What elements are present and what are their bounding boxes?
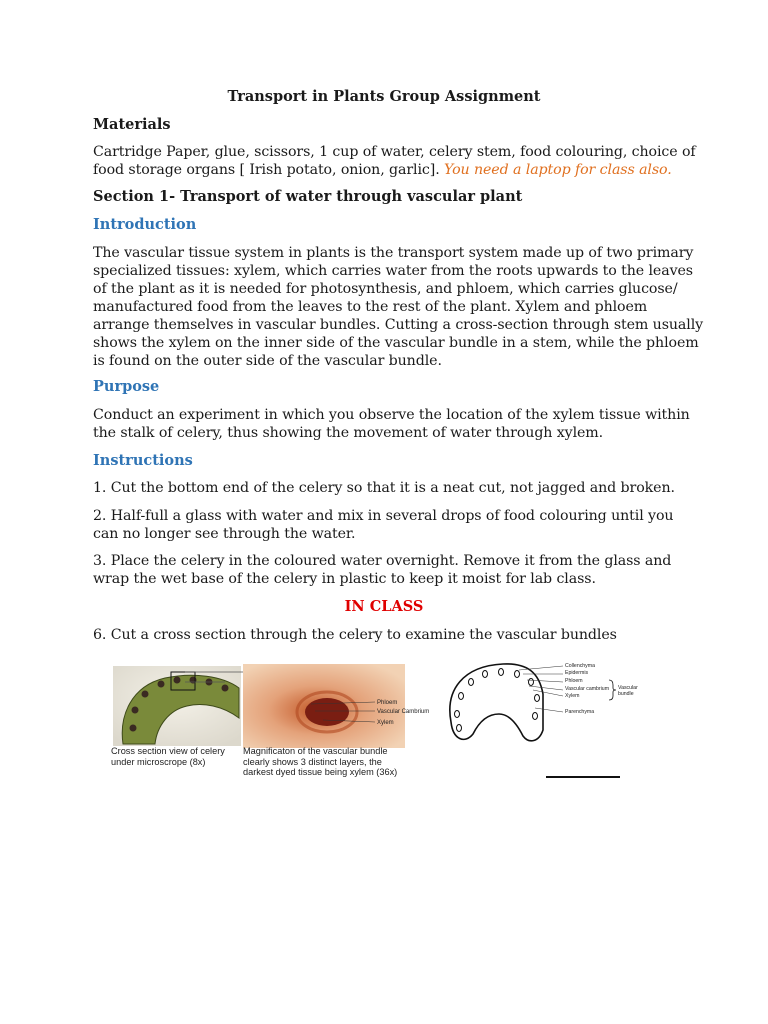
intro-line: is found on the outer side of the vascular bundle. <box>93 353 442 369</box>
page-title: Transport in Plants Group Assignment <box>227 88 541 105</box>
materials-heading: Materials <box>93 116 171 133</box>
label-vascular-bundle-2: bundle <box>618 691 634 697</box>
materials-line-text: food storage organs [ Irish potato, onion, garlic]. <box>93 162 440 178</box>
intro-line: of the plant as it is needed for photosynthesis, and phloem, which carries glucose/ <box>93 281 678 297</box>
celery-figure <box>93 660 638 784</box>
caption-line: Magnificaton of the vascular bundle <box>243 746 388 756</box>
instruction-step-2 <box>93 507 683 543</box>
instruction-step-1 <box>93 479 683 497</box>
instruction-line: wrap the wet base of the celery in plastic to keep it moist for lab class. <box>93 571 596 587</box>
label-phloem-diagram: Phloem <box>565 678 583 684</box>
celery-diagram <box>443 660 638 750</box>
instruction-line: 3. Place the celery in the coloured water overnight. Remove it from the glass and <box>93 553 672 569</box>
label-vascular-cambium-diagram: Vascular cambrium <box>565 686 610 692</box>
label-phloem: Phloem <box>377 700 398 706</box>
purpose-heading: Purpose <box>93 378 160 395</box>
vascular-bundle-photo <box>243 664 430 748</box>
intro-line: arrange themselves in vascular bundles. Cutting a cross-section through stem usually <box>93 317 704 333</box>
section1-heading: Section 1- Transport of water through vascular plant <box>93 188 523 205</box>
purpose-line: the stalk of celery, thus showing the movement of water through xylem. <box>93 425 604 441</box>
intro-line: The vascular tissue system in plants is the transport system made up of two primary <box>93 245 694 261</box>
purpose-paragraph <box>93 406 690 442</box>
caption-magnification <box>243 746 443 778</box>
caption-line: darkest dyed tissue being xylem (36x) <box>243 767 398 777</box>
purpose-line: Conduct an experiment in which you observe the location of the xylem tissue within <box>93 407 690 423</box>
materials-line: Cartridge Paper, glue, scissors, 1 cup of water, celery stem, food colouring, choice of <box>93 144 696 160</box>
intro-line: specialized tissues: xylem, which carries water from the roots upwards to the leaves <box>93 263 693 279</box>
label-xylem: Xylem <box>377 720 394 726</box>
laptop-note: You need a laptop for class also. <box>444 162 672 178</box>
caption-cross-section <box>111 746 241 767</box>
underline-rule <box>546 776 620 778</box>
label-vascular-bundle-1: Vascular <box>618 685 638 691</box>
intro-line: shows the xylem on the inner side of the vascular bundle in a stem, while the phloem <box>93 335 699 351</box>
caption-line: clearly shows 3 distinct layers, the <box>243 756 382 767</box>
instruction-line: can no longer see through the water. <box>93 526 356 542</box>
instruction-line: 6. Cut a cross section through the celery to examine the vascular bundles <box>93 627 617 643</box>
label-epidermis: Epidermis <box>565 670 589 676</box>
instruction-line: 2. Half-full a glass with water and mix in several drops of food colouring until you <box>93 508 674 524</box>
label-parenchyma: Parenchyma <box>565 709 595 715</box>
label-collenchyma: Collenchyma <box>565 663 595 669</box>
intro-line: manufactured food from the leaves to the rest of the plant. Xylem and phloem <box>93 299 648 315</box>
instructions-heading: Instructions <box>93 452 193 469</box>
instruction-step-3 <box>93 552 683 588</box>
in-class-heading: IN CLASS <box>344 598 424 615</box>
materials-line <box>93 161 683 179</box>
label-vascular-cambium: Vascular Cambrium <box>377 709 430 715</box>
instruction-step-6 <box>93 626 683 644</box>
label-xylem-diagram: Xylem <box>565 693 580 699</box>
instruction-line: 1. Cut the bottom end of the celery so that it is a neat cut, not jagged and broken. <box>93 480 675 496</box>
caption-line: Cross section view of celery <box>111 746 225 756</box>
introduction-paragraph <box>93 244 704 370</box>
introduction-heading: Introduction <box>93 216 197 233</box>
caption-line: under microscrope (8x) <box>111 756 206 767</box>
materials-text <box>93 143 696 179</box>
